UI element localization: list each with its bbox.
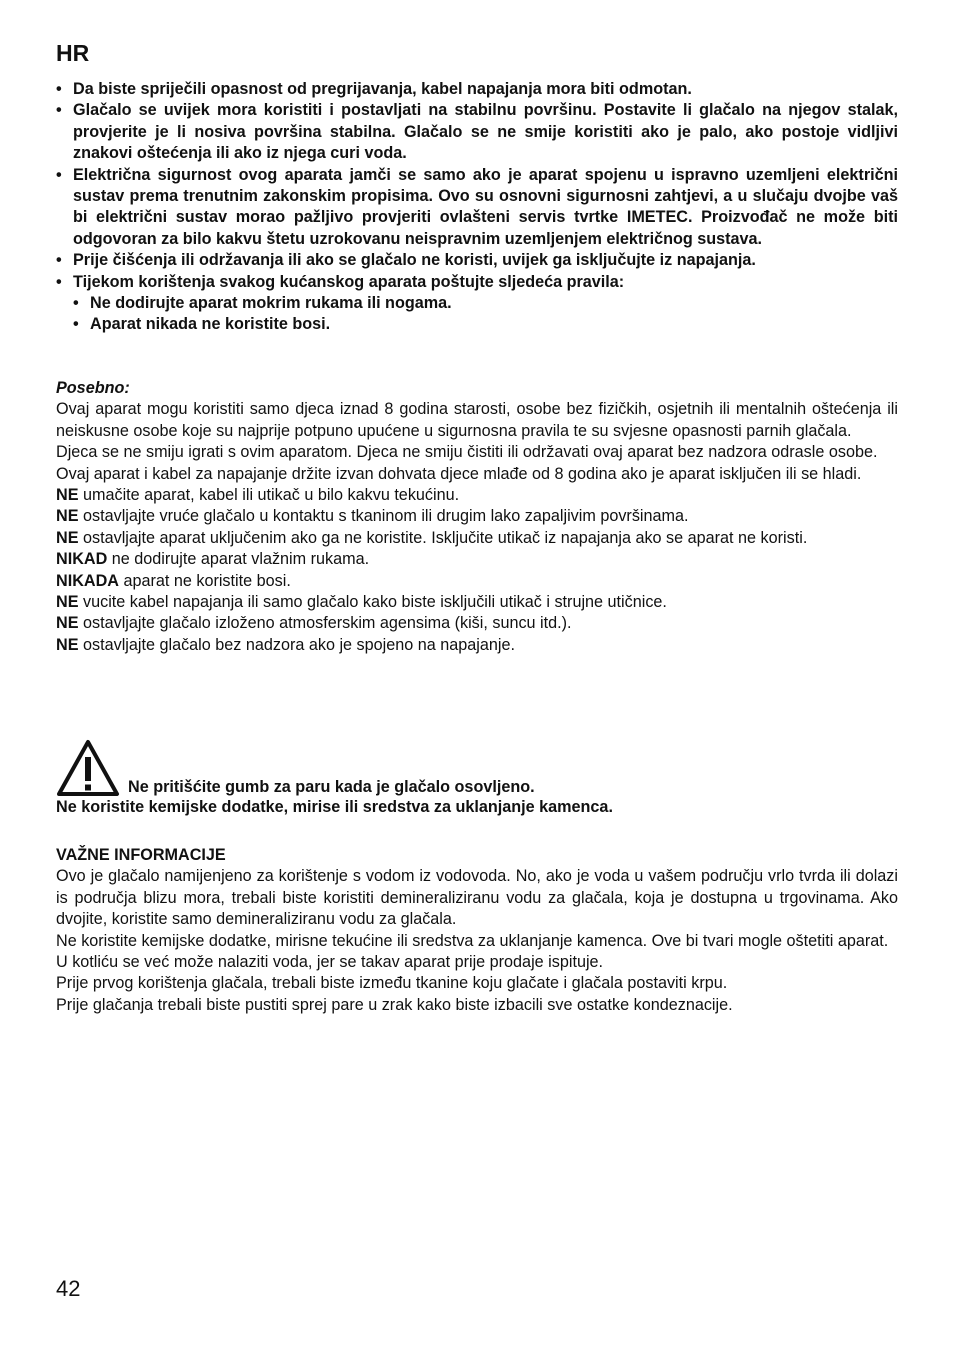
warning-row (56, 739, 898, 797)
page-number: 42 (56, 1276, 81, 1301)
paragraph: Ovaj aparat i kabel za napajanje držite izvan dohvata djece mlađe od 8 godina ako je aparat isključen ili se hladi. (56, 464, 862, 483)
rule-line (56, 635, 898, 656)
rule-lead: NE (56, 635, 79, 654)
paragraph: Ne koristite kemijske dodatke, mirisne tekućine ili sredstva za uklanjanje kamenca. Ove bi tvari mogle oštetiti aparat. (56, 931, 889, 950)
rule-text: ostavljajte glačalo bez nadzora ako je spojeno na napajanje. (78, 635, 515, 654)
rule-text: ostavljajte glačalo izloženo atmosferskim agensima (kiši, suncu itd.). (78, 614, 572, 633)
paragraph: Ovaj aparat mogu koristiti samo djeca iznad 8 godina starosti, osobe bez fizičkih, osjetnih ili mentalnih oštećenja ili neiskusne osobe koje su najprije potpuno upućene u sigurnosna pravila te su svjesne opasnosti parnih glačala. (56, 400, 898, 440)
list-item: • Da biste spriječili opasnost od pregrijavanja, kabel napajanja mora biti odmotan. (56, 79, 898, 100)
special-section (56, 378, 898, 656)
sub-list-item: • Ne dodirujte aparat mokrim rukama ili nogama. (73, 293, 898, 314)
rule-line (56, 485, 898, 506)
list-item-text: Tijekom korištenja svakog kućanskog aparata poštujte sljedeća pravila: (73, 272, 625, 291)
sub-list-item: • Aparat nikada ne koristite bosi. (73, 314, 898, 335)
rule-text: vucite kabel napajanja ili samo glačalo kako biste isključili utikač i strujne utičnice. (78, 593, 667, 612)
rule-text: ostavljajte vruće glačalo u kontaktu s tkaninom ili drugim lako zapaljivim površinama. (78, 507, 689, 526)
safety-bullet-list (56, 79, 898, 336)
list-item: • Prije čišćenja ili održavanja ili ako se glačalo ne koristi, uvijek ga isključujte iz napajanja. (56, 250, 898, 271)
language-code: HR (56, 40, 90, 66)
sub-bullet-list (73, 293, 898, 336)
warning-triangle-icon (56, 739, 120, 797)
list-item (56, 272, 898, 336)
rule-line (56, 571, 898, 592)
rule-lead: NE (56, 593, 79, 612)
warning-block (56, 739, 898, 818)
rule-lead: NE (56, 614, 79, 633)
rule-lead: NE (56, 486, 79, 505)
rule-line (56, 592, 898, 613)
paragraph: Ovo je glačalo namijenjeno za korištenje s vodom iz vodovoda. No, ako je voda u vašem području vrlo tvrda ili dolazi is područja blizu mora, trebali biste koristiti demineraliziranu vodu za glačala, koja je dostupna u trgovinama. Ako dvojite, koristite samo demineraliziranu vodu za glačala. (56, 867, 898, 929)
rule-line (56, 528, 898, 549)
rule-lead: NE (56, 507, 79, 526)
rule-lead: NIKAD (56, 550, 108, 569)
paragraph: Prije glačanja trebali biste pustiti sprej pare u zrak kako biste izbacili sve ostatke kondeznacije. (56, 995, 733, 1014)
paragraph: Djeca se ne smiju igrati s ovim aparatom. Djeca ne smiju čistiti ili održavati ovaj aparat bez nadzora odrasle osobe. (56, 443, 878, 462)
rule-text: aparat ne koristite bosi. (118, 571, 291, 590)
rule-text: umačite aparat, kabel ili utikač u bilo kakvu tekućinu. (78, 486, 460, 505)
rule-line (56, 506, 898, 527)
rule-lead: NE (56, 528, 79, 547)
section-heading: Posebno: (56, 379, 130, 397)
list-item: • Glačalo se uvijek mora koristiti i postavljati na stabilnu površinu. Postavite li glačalo na njegov stalak, provjerite je li nosiva površina stabilna. Glačalo se ne smije koristiti ako je palo, ako postoje vidljivi znakovi oštećenja ili ako iz njega curi voda. (56, 100, 898, 164)
rule-line (56, 613, 898, 634)
warning-line-2: Ne koristite kemijske dodatke, mirise ili sredstva za uklanjanje kamenca. (56, 798, 613, 816)
warning-line-1: Ne pritišćite gumb za paru kada je glačalo osovljeno. (128, 777, 535, 796)
rule-text: ostavljajte aparat uključenim ako ga ne koristite. Isključite utikač iz napajanja ako se aparat ne koristi. (78, 528, 808, 547)
section-heading: VAŽNE INFORMACIJE (56, 846, 226, 864)
rule-text: ne dodirujte aparat vlažnim rukama. (107, 550, 370, 569)
important-info-section (56, 845, 898, 1016)
list-item: • Električna sigurnost ovog aparata jamči se samo ako je aparat spojenu u ispravno uzemljeni električni sustav prema trenutnim zakonskim propisima. Ovo su osnovni sigurnosni zahtjevi, a u slučaju dvojbe vaš bi električni sustav morao pažljivo provjeriti ovlašteni servis tvrtke IMETEC. Proizvođač ne može biti odgovoran za bilo kakvu štetu uzrokovanu neispravnim uzemljenjem električnog sustava. (56, 165, 898, 251)
rule-lead: NIKADA (56, 571, 119, 590)
paragraph: U kotliću se već može nalaziti voda, jer se takav aparat prije prodaje ispituje. (56, 953, 604, 972)
paragraph: Prije prvog korištenja glačala, trebali biste između tkanine koju glačate i glačala postaviti krpu. (56, 974, 728, 993)
rule-line (56, 549, 898, 570)
